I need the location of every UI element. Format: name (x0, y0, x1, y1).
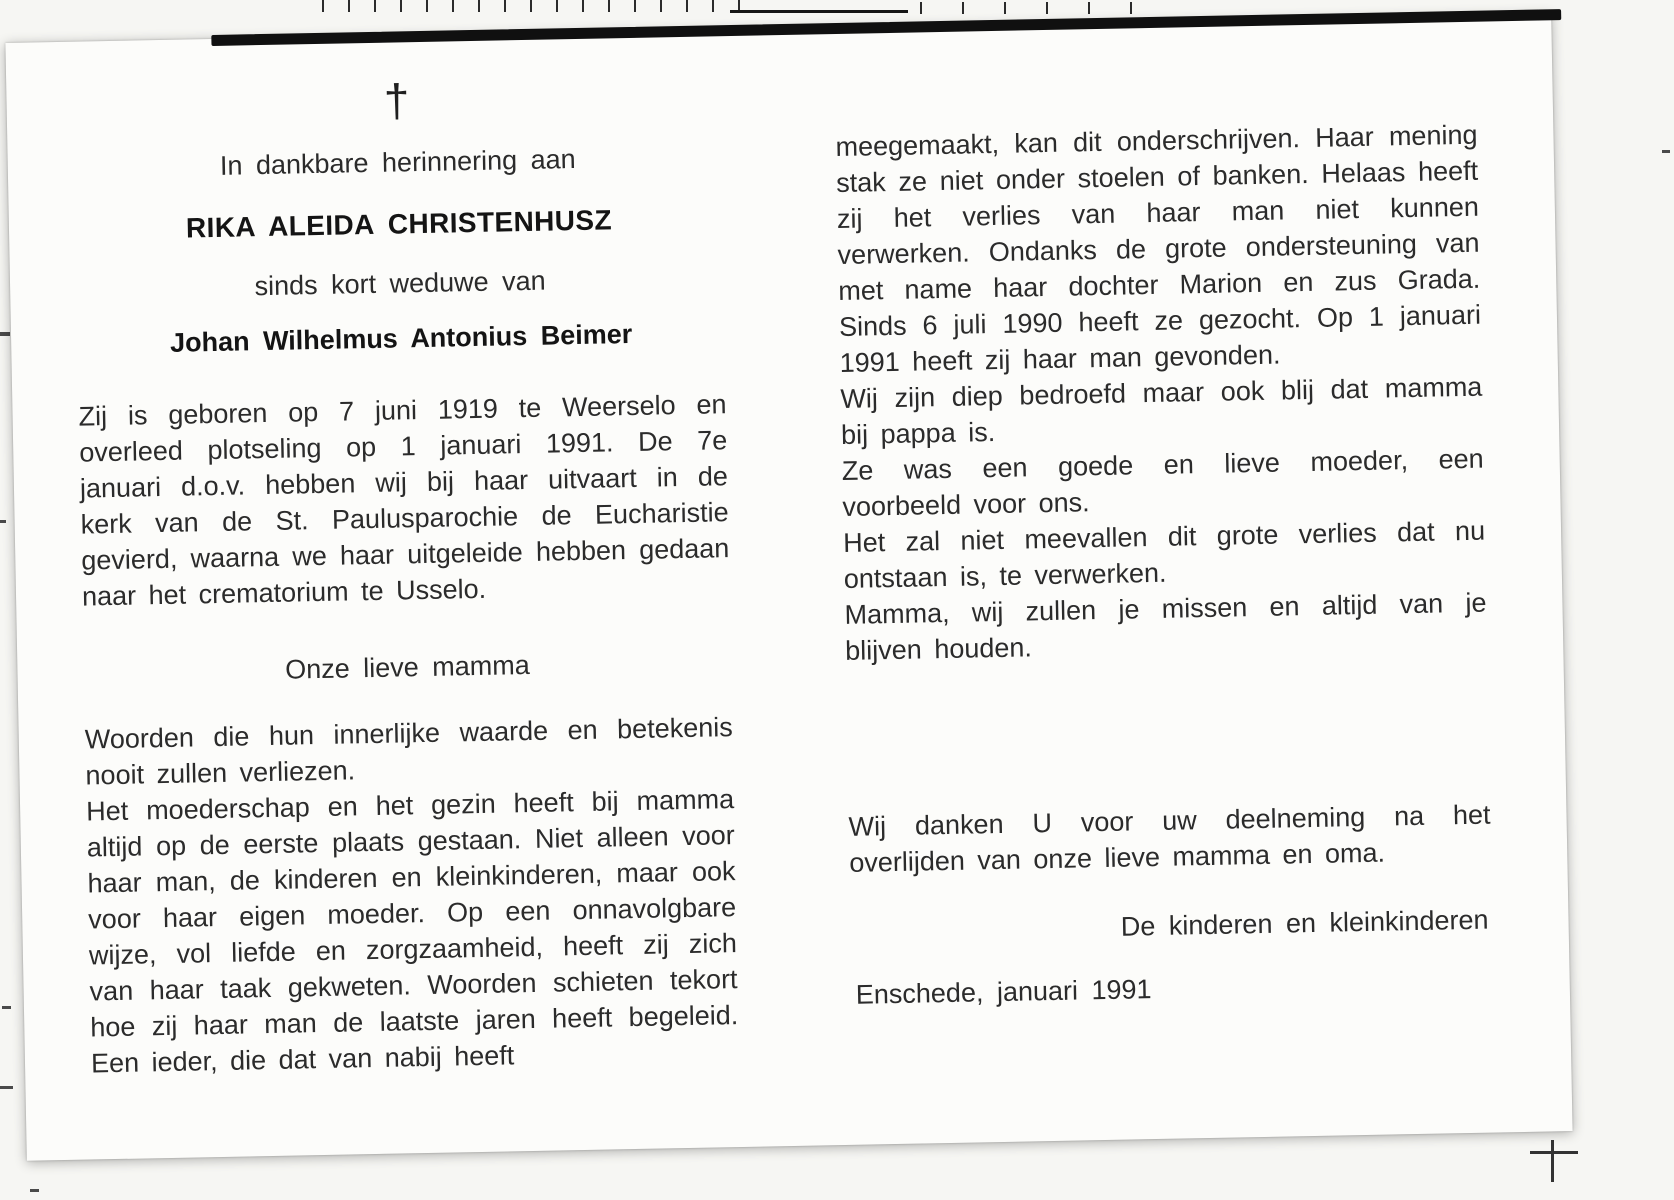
grief-line: Mamma, wij zullen je missen en altijd van je blijven houden. (844, 587, 1487, 666)
place-date-line: Enschede, januari 1991 (855, 974, 1152, 1010)
thanks-paragraph: Wij danken U voor uw deelneming na het overlijden van onze lieve mamma en oma. (848, 799, 1491, 878)
scan-line-top (730, 10, 908, 13)
scan-mark-left (2, 1006, 11, 1009)
memorial-card (5, 13, 1572, 1160)
relation-line: sinds kort weduwe van (254, 265, 546, 302)
right-column (835, 117, 1495, 1067)
signature-line: De kinderen en kleinkinderen (1120, 904, 1489, 942)
continuation-paragraph: meegemaakt, kan dit onderschrijven. Haar mening stak ze niet onder stoelen of banken. Helaas heeft zij het verlies van haar man niet kunnen verwerken. Ondanks de grote ondersteuning van met name haar dochter Marion en zus Grada. Sinds 6 juli 1990 heeft ze gezocht. Op 1 januari 1991 heeft zij haar man gevonden. (835, 119, 1482, 378)
crop-mark-bottom-right (1530, 1151, 1578, 1154)
tribute-body: Het moederschap en het gezin heeft bij mamma altijd op de eerste plaats gestaan. Niet alleen voor haar man, de kinderen en kleinkinderen, maar ook voor haar eigen moeder. Op een onnavolgbare wijze, vol liefde en zorgzaamheid, heeft zij zich van haar taak gekweten. Woorden schieten tekort hoe zij haar man de laatste jaren heeft begeleid. Een ieder, die dat van nabij heeft (85, 784, 739, 1079)
scan-tick-marks-top-right (920, 2, 1170, 14)
husband-name: Johan Wilhelmus Antonius Beimer (169, 318, 633, 358)
grief-block (840, 369, 1487, 669)
vertical-gap (846, 657, 1491, 809)
scan-tick-marks-top-left (322, 0, 752, 12)
grief-line: Wij zijn diep bedroefd maar ook blij dat mamma bij pappa is. (840, 371, 1483, 450)
crop-mark-bottom-right (1551, 1140, 1554, 1182)
scan-mark-left (0, 520, 6, 523)
cross-symbol: † (383, 74, 410, 127)
tribute-intro: Woorden die hun innerlijke waarde en betekenis nooit zullen verliezen. (84, 712, 733, 791)
section-heading: Onze lieve mamma (284, 649, 531, 685)
grief-line: Het zal niet meevallen dit grote verlies dat nu ontstaan is, te verwerken. (842, 515, 1486, 594)
scan-mark-left (0, 332, 10, 336)
card-content (5, 13, 1571, 1082)
biography-paragraph: Zij is geboren op 7 juni 1919 te Weerselo en overleed plotseling op 1 januari 1991. De 7e januari d.o.v. hebben wij bij haar uitvaart in de kerk van de St. Paulusparochie de Eucharistie gevierd, waarna we haar uitgeleide hebben gedaan naar het crematorium te Usselo. (78, 389, 730, 612)
left-column (72, 55, 739, 1081)
deceased-name: RIKA ALEIDA CHRISTENHUSZ (185, 204, 613, 244)
scan-mark-right (1662, 150, 1670, 153)
grief-line: Ze was een goede en lieve moeder, een voorbeeld voor ons. (841, 443, 1484, 522)
scan-mark-bottom (30, 1189, 39, 1192)
scan-mark-left (0, 1086, 13, 1089)
intro-line: In dankbare herinnering aan (219, 144, 576, 181)
